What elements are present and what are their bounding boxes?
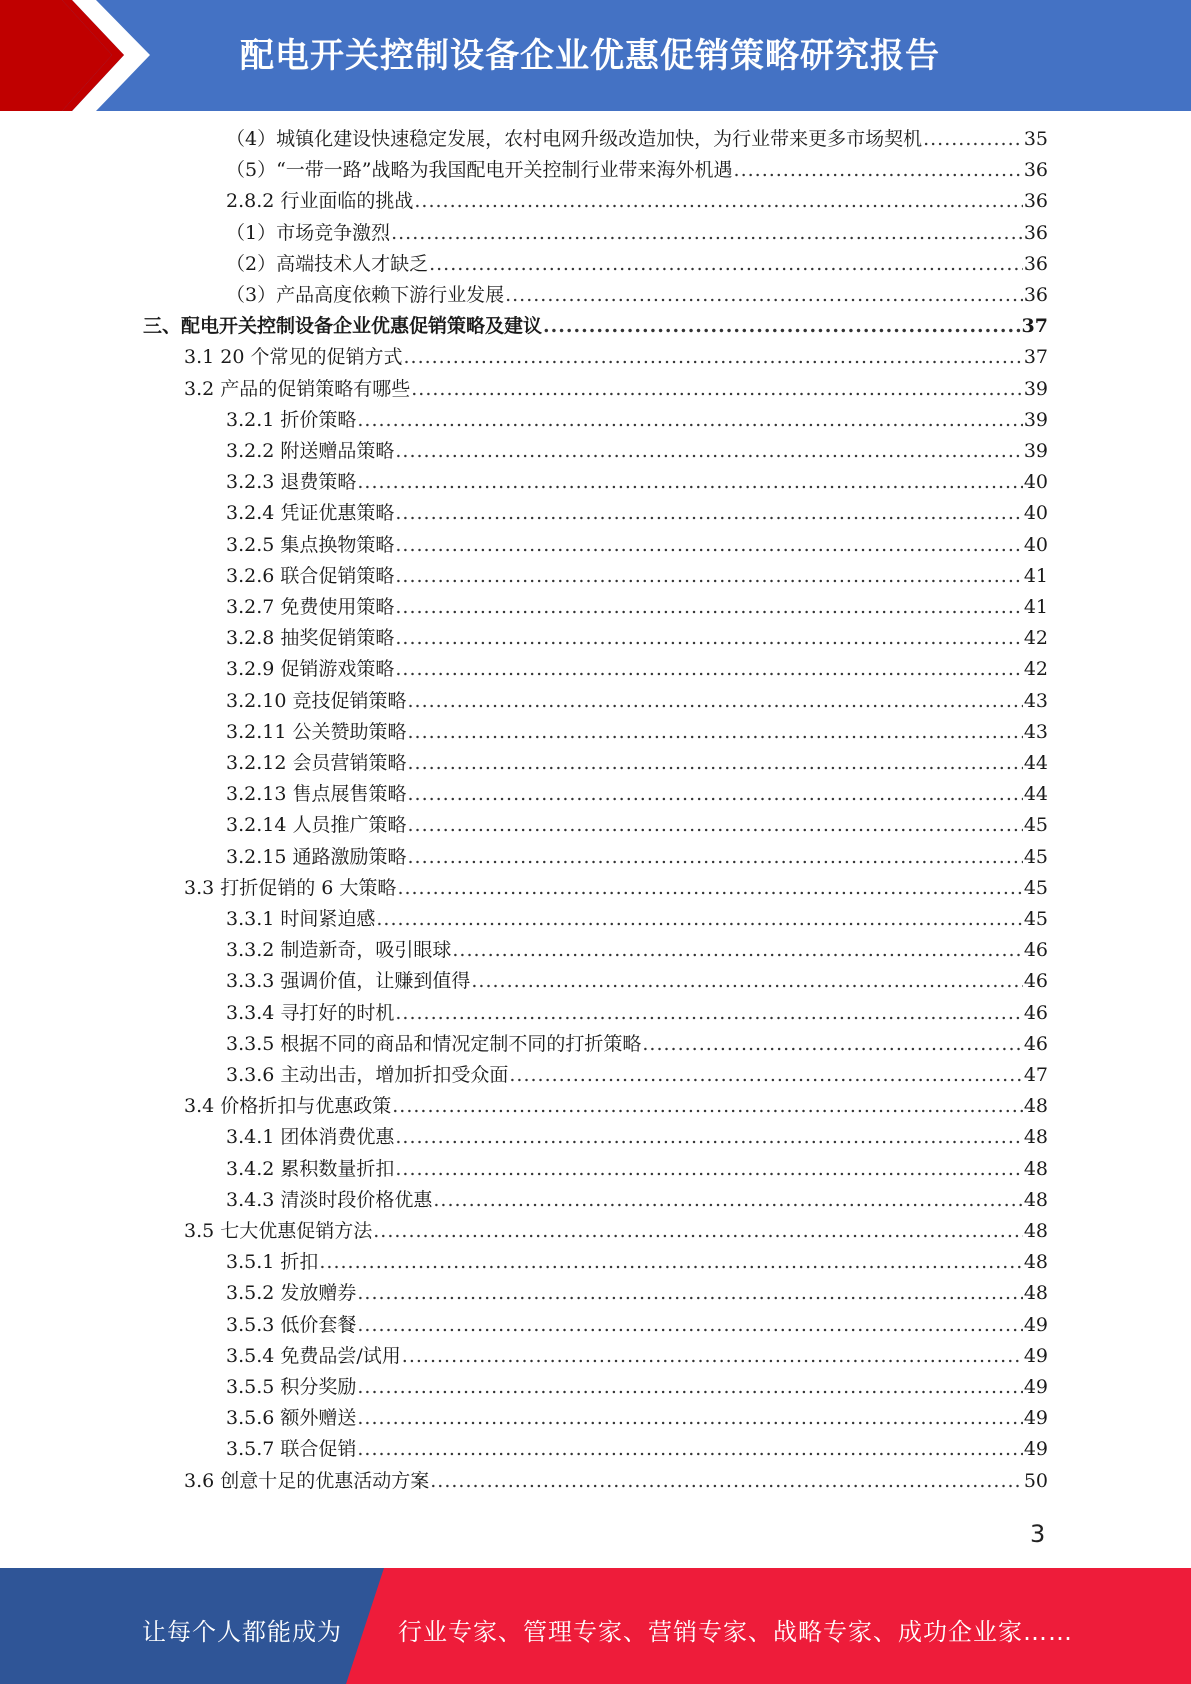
toc-entry-page: 39	[1023, 377, 1048, 400]
page-header	[0, 0, 1191, 111]
toc-entry-label: 3.1 20 个常见的促销方式	[184, 346, 403, 369]
toc-entry-label: 3.2.1 折价策略	[226, 408, 357, 431]
toc-entry-label: 2.8.2 行业面临的挑战	[226, 190, 414, 213]
toc-entry[interactable]	[226, 470, 1048, 494]
toc-entry-label: 3.2.12 会员营销策略	[226, 752, 407, 774]
toc-entry-page: 36	[1023, 252, 1048, 275]
toc-leader-dots	[411, 377, 1023, 401]
toc-entry-page: 44	[1023, 752, 1048, 774]
toc-entry-label: 三、配电开关控制设备企业优惠促销策略及建议	[143, 315, 543, 338]
toc-leader-dots	[407, 751, 1022, 775]
toc-entry-page: 35	[1023, 128, 1048, 150]
toc-leader-dots	[357, 1375, 1022, 1399]
report-title: 配电开关控制设备企业优惠促销策略研究报告	[240, 36, 940, 76]
toc-entry-page: 46	[1023, 970, 1048, 993]
toc-leader-dots	[376, 907, 1022, 931]
toc-leader-dots	[357, 1437, 1022, 1461]
toc-entry-label: 3.5.4 免费品尝/试用	[226, 1344, 401, 1367]
toc-entry-label: 3.4.1 团体消费优惠	[226, 1126, 395, 1149]
toc-entry[interactable]	[226, 845, 1048, 869]
toc-entry[interactable]	[226, 1344, 1048, 1368]
toc-leader-dots	[471, 969, 1022, 993]
toc-entry-page: 48	[1023, 1251, 1048, 1274]
toc-leader-dots	[407, 782, 1022, 806]
toc-leader-dots	[430, 1469, 1023, 1493]
toc-entry-label: 3.3.6 主动出击，增加折扣受众面	[226, 1064, 509, 1086]
toc-entry[interactable]	[226, 564, 1048, 588]
toc-entry-page: 48	[1023, 1095, 1048, 1118]
toc-entry[interactable]	[226, 813, 1048, 837]
toc-leader-dots	[642, 1032, 1022, 1056]
toc-entry[interactable]	[226, 252, 1048, 276]
toc-entry-page: 46	[1023, 1001, 1048, 1024]
toc-entry-label: 3.5.1 折扣	[226, 1251, 319, 1274]
toc-entry-label: 3.2.2 附送赠品策略	[226, 440, 395, 462]
toc-entry-label: （3）产品高度依赖下游行业发展	[226, 284, 505, 306]
toc-entry[interactable]	[226, 969, 1048, 993]
toc-entry-page: 36	[1023, 190, 1048, 213]
toc-leader-dots	[402, 1344, 1023, 1368]
toc-entry-label: 3.5.3 低价套餐	[226, 1313, 357, 1336]
toc-entry[interactable]	[226, 408, 1048, 432]
toc-entry-page: 49	[1023, 1438, 1048, 1461]
toc-entry[interactable]	[184, 1094, 1048, 1118]
toc-entry-label: 3.2.10 竞技促销策略	[226, 689, 407, 712]
toc-entry-page: 39	[1023, 440, 1048, 462]
toc-entry-page: 49	[1023, 1407, 1048, 1430]
toc-leader-dots	[319, 1250, 1022, 1274]
toc-entry-label: 3.2.8 抽奖促销策略	[226, 627, 395, 650]
toc-entry-label: （4）城镇化建设快速稳定发展，农村电网升级改造加快，为行业带来更多市场契机	[226, 128, 923, 150]
toc-entry[interactable]	[226, 751, 1048, 775]
toc-entry-label: 3.4 价格折扣与优惠政策	[184, 1095, 392, 1118]
page-footer	[0, 1568, 1191, 1684]
toc-entry[interactable]	[226, 221, 1048, 245]
toc-leader-dots	[407, 720, 1022, 744]
toc-entry[interactable]	[226, 1437, 1048, 1461]
toc-leader-dots	[403, 345, 1022, 369]
toc-leader-dots	[391, 221, 1023, 245]
toc-entry-label: 3.2.11 公关赞助策略	[226, 720, 407, 743]
toc-entry[interactable]	[226, 938, 1048, 962]
toc-entry-page: 46	[1023, 939, 1048, 962]
toc-entry[interactable]	[226, 1063, 1048, 1087]
toc-leader-dots	[395, 1125, 1022, 1149]
toc-leader-dots	[357, 1281, 1022, 1305]
toc-entry[interactable]	[226, 1250, 1048, 1274]
toc-entry[interactable]	[226, 439, 1048, 463]
toc-leader-dots	[395, 501, 1022, 525]
toc-leader-dots	[357, 408, 1022, 432]
toc-entry-label: 3.2.9 促销游戏策略	[226, 658, 395, 681]
toc-leader-dots	[395, 439, 1022, 463]
toc-entry-label: 3.5 七大优惠促销方法	[184, 1220, 373, 1242]
toc-entry-label: 3.2.5 集点换物策略	[226, 533, 395, 556]
toc-entry-page: 39	[1023, 408, 1048, 431]
toc-entry-page: 46	[1023, 1032, 1048, 1055]
toc-entry[interactable]	[226, 689, 1048, 713]
toc-leader-dots	[433, 1188, 1022, 1212]
toc-entry-label: （5）“一带一路”战略为我国配电开关控制行业带来海外机遇	[226, 159, 733, 182]
toc-leader-dots	[923, 127, 1023, 151]
toc-leader-dots	[397, 876, 1022, 900]
toc-entry-page: 48	[1023, 1220, 1048, 1242]
toc-entry[interactable]	[184, 345, 1048, 369]
toc-leader-dots	[395, 564, 1022, 588]
toc-entry-label: 3.2.6 联合促销策略	[226, 564, 395, 587]
toc-entry-label: （1）市场竞争激烈	[226, 221, 391, 244]
toc-entry[interactable]	[226, 782, 1048, 806]
toc-entry[interactable]	[226, 533, 1048, 557]
toc-entry-label: 3.4.3 清淡时段价格优惠	[226, 1188, 433, 1211]
toc-entry-label: 3.2.7 免费使用策略	[226, 596, 395, 618]
toc-entry[interactable]	[226, 595, 1048, 619]
toc-entry-label: 3.2.13 售点展售策略	[226, 783, 407, 806]
toc-leader-dots	[395, 1001, 1022, 1025]
toc-leader-dots	[395, 626, 1022, 650]
toc-entry-label: 3.5.6 额外赠送	[226, 1407, 357, 1430]
toc-entry[interactable]	[226, 1032, 1048, 1056]
toc-entry[interactable]	[226, 907, 1048, 931]
toc-entry-page: 36	[1023, 159, 1048, 182]
toc-entry-page: 49	[1023, 1313, 1048, 1336]
toc-entry-label: 3.3.1 时间紧迫感	[226, 908, 376, 930]
toc-entry-label: （2）高端技术人才缺乏	[226, 252, 429, 275]
toc-leader-dots	[392, 1094, 1023, 1118]
toc-entry-page: 47	[1023, 1064, 1048, 1086]
toc-entry-page: 40	[1023, 471, 1048, 494]
toc-entry-page: 49	[1023, 1376, 1048, 1398]
toc-entry[interactable]	[226, 1188, 1048, 1212]
toc-entry-page: 44	[1023, 783, 1048, 806]
toc-entry-page: 45	[1023, 814, 1048, 837]
toc-entry-label: 3.2.3 退费策略	[226, 471, 357, 494]
toc-entry[interactable]	[226, 1157, 1048, 1181]
toc-entry-label: 3.2.15 通路激励策略	[226, 845, 407, 868]
toc-entry-page: 36	[1023, 221, 1048, 244]
toc-leader-dots	[509, 1063, 1022, 1087]
page-number: 3	[1030, 1520, 1046, 1548]
toc-entry-page: 36	[1023, 284, 1048, 306]
toc-entry-page: 48	[1023, 1126, 1048, 1149]
toc-leader-dots	[452, 938, 1022, 962]
toc-entry-page: 37	[1021, 315, 1048, 338]
toc-entry[interactable]	[226, 1375, 1048, 1399]
toc-entry-label: 3.6 创意十足的优惠活动方案	[184, 1469, 430, 1492]
toc-entry-label: 3.5.5 积分奖励	[226, 1376, 357, 1398]
toc-leader-dots	[395, 533, 1022, 557]
toc-entry-page: 40	[1023, 502, 1048, 525]
toc-entry-label: 3.2.14 人员推广策略	[226, 814, 407, 837]
toc-entry-page: 49	[1023, 1344, 1048, 1367]
toc-entry-page: 42	[1023, 627, 1048, 650]
toc-entry-page: 48	[1023, 1157, 1048, 1180]
toc-entry[interactable]	[226, 127, 1048, 151]
toc-entry-label: 3.3.3 强调价值，让赚到值得	[226, 970, 471, 993]
toc-entry-page: 42	[1023, 658, 1048, 681]
toc-entry-page: 48	[1023, 1188, 1048, 1211]
toc-entry-label: 3.4.2 累积数量折扣	[226, 1157, 395, 1180]
toc-leader-dots	[407, 813, 1022, 837]
toc-leader-dots	[407, 845, 1022, 869]
toc-entry-page: 40	[1023, 533, 1048, 556]
toc-entry-label: 3.3.4 寻打好的时机	[226, 1001, 395, 1024]
toc-entry[interactable]	[226, 720, 1048, 744]
toc-entry-page: 48	[1023, 1282, 1048, 1305]
toc-entry[interactable]	[226, 1001, 1048, 1025]
toc-entry[interactable]	[226, 189, 1048, 213]
toc-entry-page: 45	[1023, 908, 1048, 930]
toc-leader-dots	[429, 252, 1023, 276]
toc-leader-dots	[505, 283, 1023, 307]
toc-leader-dots	[395, 595, 1022, 619]
toc-entry[interactable]	[226, 283, 1048, 307]
toc-entry-label: 3.2 产品的促销策略有哪些	[184, 377, 411, 400]
toc-entry-page: 41	[1023, 564, 1048, 587]
toc-entry[interactable]	[226, 501, 1048, 525]
toc-entry[interactable]	[184, 1469, 1048, 1493]
toc-entry[interactable]	[143, 314, 1048, 338]
toc-leader-dots	[357, 1406, 1022, 1430]
toc-entry[interactable]	[184, 1219, 1048, 1243]
toc-entry-label: 3.5.7 联合促销	[226, 1438, 357, 1461]
toc-entry[interactable]	[226, 626, 1048, 650]
footer-expert-list: 行业专家、管理专家、营销专家、战略专家、成功企业家……	[398, 1618, 1073, 1646]
toc-leader-dots	[357, 470, 1022, 494]
toc-entry-label: 3.5.2 发放赠券	[226, 1282, 357, 1305]
toc-leader-dots	[357, 1313, 1022, 1337]
toc-entry-page: 50	[1023, 1469, 1048, 1492]
toc-entry-label: 3.3.2 制造新奇，吸引眼球	[226, 939, 452, 962]
toc-entry-label: 3.3 打折促销的 6 大策略	[184, 876, 397, 899]
toc-entry-page: 37	[1023, 346, 1048, 369]
toc-leader-dots	[734, 158, 1023, 182]
toc-entry-page: 43	[1023, 689, 1048, 712]
toc-leader-dots	[395, 1157, 1022, 1181]
toc-entry-page: 41	[1023, 596, 1048, 618]
toc-entry[interactable]	[226, 1281, 1048, 1305]
toc-entry[interactable]	[226, 158, 1048, 182]
toc-entry-page: 45	[1023, 845, 1048, 868]
toc-entry-label: 3.2.4 凭证优惠策略	[226, 502, 395, 525]
footer-slogan: 让每个人都能成为	[142, 1618, 342, 1646]
toc-entry[interactable]	[184, 876, 1048, 900]
toc-leader-dots	[395, 657, 1022, 681]
toc-entry[interactable]	[226, 1125, 1048, 1149]
toc-entry[interactable]	[226, 1406, 1048, 1430]
toc-entry[interactable]	[226, 1313, 1048, 1337]
toc-leader-dots	[414, 189, 1022, 213]
toc-entry[interactable]	[184, 377, 1048, 401]
toc-leader-dots	[543, 314, 1021, 338]
toc-entry-page: 45	[1023, 876, 1048, 899]
toc-entry[interactable]	[226, 657, 1048, 681]
toc-entry-page: 43	[1023, 720, 1048, 743]
toc-leader-dots	[407, 689, 1022, 713]
toc-leader-dots	[373, 1219, 1023, 1243]
toc-entry-label: 3.3.5 根据不同的商品和情况定制不同的打折策略	[226, 1032, 642, 1055]
